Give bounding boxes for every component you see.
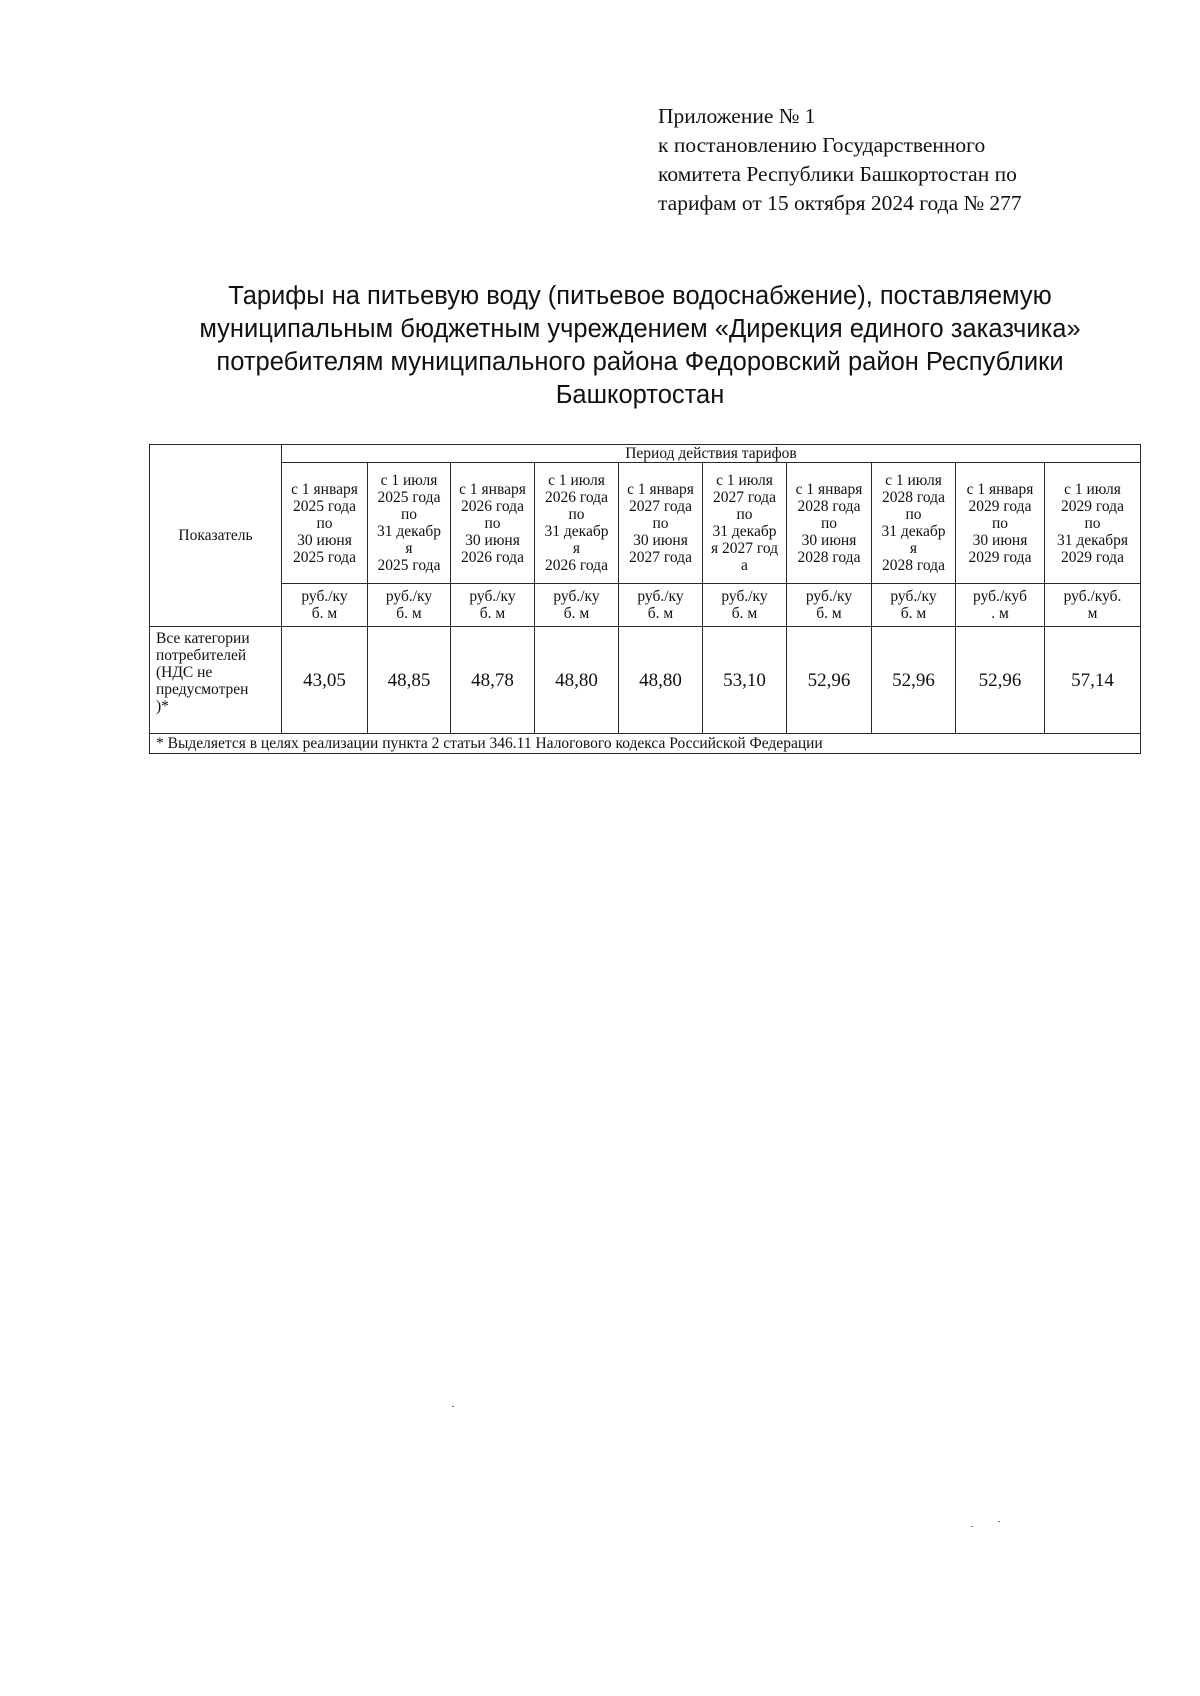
appendix-line-2: к постановлению Государственного bbox=[658, 133, 986, 157]
title-line-1: Тарифы на питьевую воду (питьевое водоснабжение), поставляемую bbox=[228, 282, 1052, 310]
tariff-value: 48,80 bbox=[535, 627, 619, 734]
unit-cell: руб./ку б. м bbox=[619, 584, 703, 627]
table-header-row bbox=[150, 445, 1141, 463]
title-line-3: потребителям муниципального района Федоровский район Республики bbox=[216, 348, 1064, 376]
unit-cell: руб./куб. м bbox=[1045, 584, 1141, 627]
period-cell: с 1 июля 2026 года по 31 декабр я 2026 года bbox=[535, 463, 619, 584]
unit-cell: руб./ку б. м bbox=[282, 584, 368, 627]
unit-cell: руб./ку б. м bbox=[535, 584, 619, 627]
unit-cell: руб./ку б. м bbox=[451, 584, 535, 627]
appendix-line-3: комитета Республики Башкортостан по bbox=[658, 162, 1017, 186]
period-header: Период действия тарифов bbox=[282, 445, 1141, 463]
unit-cell: руб./ку б. м bbox=[872, 584, 956, 627]
tariff-table bbox=[149, 444, 1141, 754]
period-cell: с 1 июля 2025 года по 31 декабр я 2025 года bbox=[368, 463, 451, 584]
period-cell: с 1 июля 2028 года по 31 декабр я 2028 года bbox=[872, 463, 956, 584]
scan-speck bbox=[452, 1406, 454, 1407]
tariff-value: 43,05 bbox=[282, 627, 368, 734]
tariff-value: 53,10 bbox=[703, 627, 787, 734]
footnote: * Выделяется в целях реализации пункта 2 статьи 346.11 Налогового кодекса Российской Федерации bbox=[150, 734, 1141, 754]
appendix-header bbox=[658, 102, 1128, 218]
periods-row bbox=[150, 463, 1141, 584]
period-cell: с 1 июля 2029 года по 31 декабря 2029 года bbox=[1045, 463, 1141, 584]
scan-speck bbox=[998, 1521, 1000, 1522]
document-title bbox=[140, 280, 1140, 412]
units-row bbox=[150, 584, 1141, 627]
tariff-value: 52,96 bbox=[872, 627, 956, 734]
unit-cell: руб./ку б. м bbox=[787, 584, 872, 627]
period-cell: с 1 января 2025 года по 30 июня 2025 года bbox=[282, 463, 368, 584]
row-label-all-consumers: Все категории потребителей (НДС не предусмотрен )* bbox=[150, 627, 282, 734]
scan-speck bbox=[971, 1526, 973, 1527]
tariff-value: 48,78 bbox=[451, 627, 535, 734]
appendix-line-1: Приложение № 1 bbox=[658, 104, 816, 128]
tariff-value: 52,96 bbox=[787, 627, 872, 734]
tariff-value: 52,96 bbox=[956, 627, 1045, 734]
period-cell: с 1 июля 2027 года по 31 декабр я 2027 год а bbox=[703, 463, 787, 584]
period-cell: с 1 января 2028 года по 30 июня 2028 года bbox=[787, 463, 872, 584]
tariff-value: 48,80 bbox=[619, 627, 703, 734]
period-cell: с 1 января 2026 года по 30 июня 2026 года bbox=[451, 463, 535, 584]
tariff-value: 48,85 bbox=[368, 627, 451, 734]
unit-cell: руб./куб . м bbox=[956, 584, 1045, 627]
period-cell: с 1 января 2027 года по 30 июня 2027 года bbox=[619, 463, 703, 584]
indicator-header: Показатель bbox=[150, 445, 282, 627]
unit-cell: руб./ку б. м bbox=[368, 584, 451, 627]
tariff-values-row bbox=[150, 627, 1141, 734]
tariff-value: 57,14 bbox=[1045, 627, 1141, 734]
period-cell: с 1 января 2029 года по 30 июня 2029 года bbox=[956, 463, 1045, 584]
appendix-line-4: тарифам от 15 октября 2024 года № 277 bbox=[658, 191, 1022, 215]
title-line-4: Башкортостан bbox=[555, 381, 725, 409]
footnote-row bbox=[150, 734, 1141, 754]
title-line-2: муниципальным бюджетным учреждением «Дирекция единого заказчика» bbox=[199, 315, 1081, 343]
unit-cell: руб./ку б. м bbox=[703, 584, 787, 627]
